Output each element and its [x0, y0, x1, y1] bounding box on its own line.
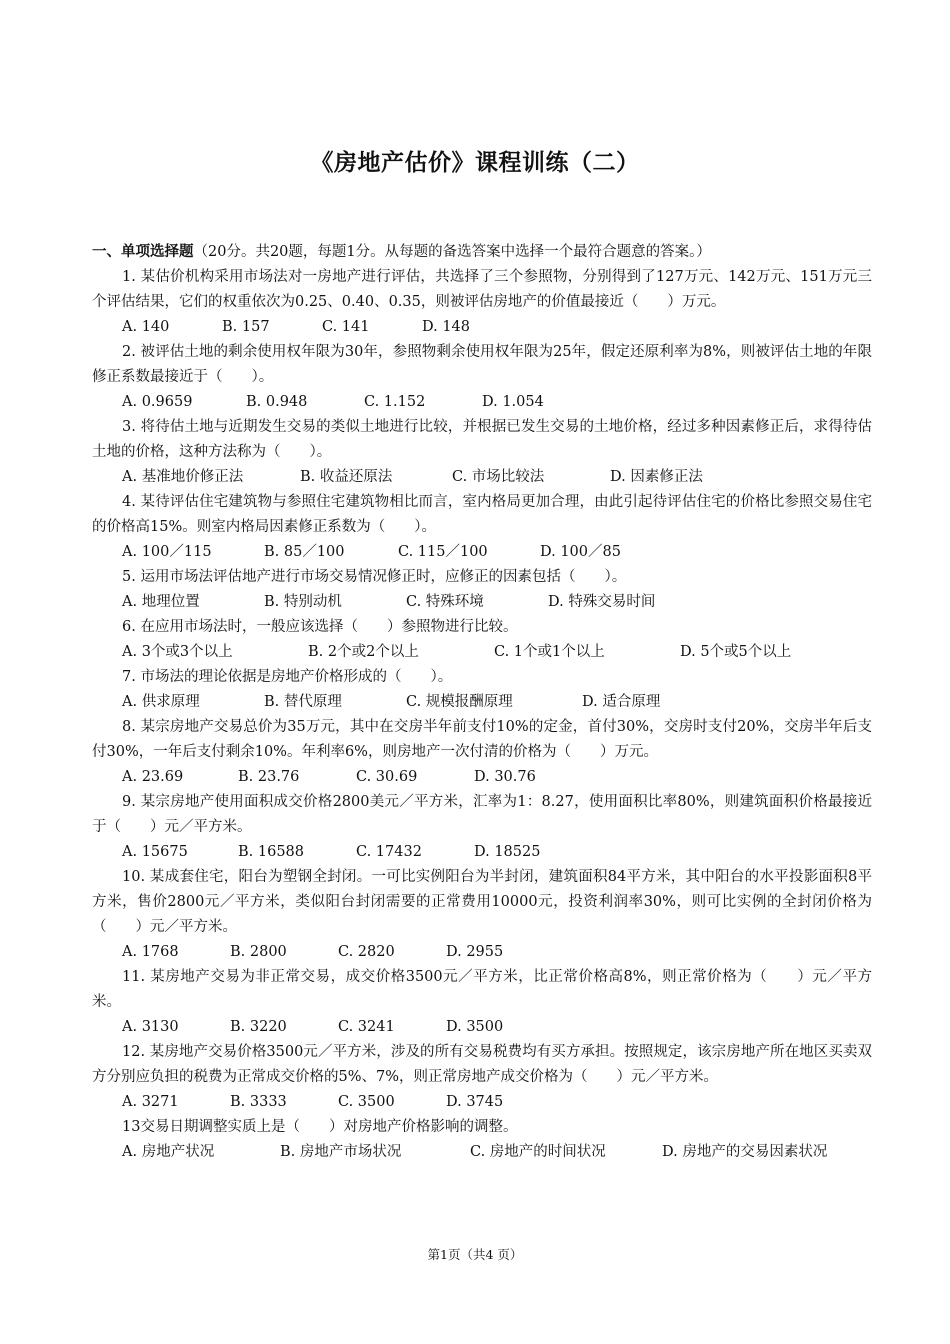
option: D. 房地产的交易因素状况 — [662, 1144, 828, 1160]
question-options — [92, 840, 872, 865]
section-heading — [92, 240, 872, 265]
question-text: 4. 某待评估住宅建筑物与参照住宅建筑物相比而言，室内格局更加合理，由此引起待评估住宅的价格比参照交易住宅的价格高15%。则室内格局因素修正系数为（ ）。 — [92, 494, 872, 535]
option: A. 3130 — [122, 1019, 179, 1035]
question-options — [92, 640, 872, 665]
option: C. 115／100 — [398, 544, 488, 560]
option: D. 2955 — [446, 944, 504, 960]
question-text: 8. 某宗房地产交易总价为35万元，其中在交房半年前支付10%的定金，首付30%，交房时支付20%，交房半年后支付30%，一年后支付剩余10%。年利率6%，则房地产一次付清的价格为（ ）万元。 — [92, 719, 872, 760]
document-title: 《房地产估价》课程训练（二） — [310, 150, 640, 176]
question-options — [92, 940, 872, 965]
option: D. 特殊交易时间 — [548, 594, 656, 610]
option: B. 85／100 — [264, 544, 345, 560]
question-text: 10. 某成套住宅，阳台为塑钢全封闭。一可比实例阳台为半封闭，建筑面积84平方米，其中阳台的水平投影面积8平方米，售价2800元／平方米，类似阳台封闭需要的正常费用10000元，投资利润率30%，则可比实例的全封闭价格为（ ）元／平方米。 — [92, 869, 872, 935]
question-text: 3. 将待估土地与近期发生交易的类似土地进行比较，并根据已发生交易的土地价格，经过多种因素修正后，求得待估土地的价格，这种方法称为（ ）。 — [92, 419, 872, 460]
option: D. 148 — [422, 319, 471, 335]
option: B. 特别动机 — [264, 594, 342, 610]
option: C. 17432 — [356, 844, 422, 860]
section-single-choice — [92, 240, 872, 1165]
option: A. 3个或3个以上 — [122, 644, 233, 660]
option: D. 3745 — [446, 1094, 504, 1110]
option: A. 0.9659 — [122, 394, 193, 410]
option: A. 3271 — [122, 1094, 179, 1110]
option: D. 30.76 — [474, 769, 536, 785]
option: B. 房地产市场状况 — [280, 1144, 402, 1160]
option: A. 房地产状况 — [122, 1144, 215, 1160]
question-text: 6. 在应用市场法时，一般应该选择（ ）参照物进行比较。 — [122, 619, 518, 635]
option: A. 140 — [122, 319, 170, 335]
option: D. 3500 — [446, 1019, 504, 1035]
option: C. 3241 — [338, 1019, 395, 1035]
option: B. 2800 — [230, 944, 287, 960]
option: A. 100／115 — [122, 544, 212, 560]
question-text: 5. 运用市场法评估地产进行市场交易情况修正时，应修正的因素包括（ ）。 — [122, 569, 627, 585]
question-text: 12. 某房地产交易价格3500元／平方米，涉及的所有交易税费均有买方承担。按照规定，该宗房地产所在地区买卖双方分别应负担的税费为正常成交价格的5%、7%，则正常房地产成交价格为（ ）元／平方米。 — [92, 1044, 872, 1085]
option: C. 特殊环境 — [406, 594, 484, 610]
option: B. 23.76 — [238, 769, 300, 785]
option: D. 适合原理 — [582, 694, 661, 710]
question-text: 7. 市场法的理论依据是房地产价格形成的（ ）。 — [122, 669, 453, 685]
option: B. 3333 — [230, 1094, 287, 1110]
option: D. 因素修正法 — [610, 469, 703, 485]
question-text: 2. 被评估土地的剩余使用权年限为30年，参照物剩余使用权年限为25年，假定还原利率为8%，则被评估土地的年限修正系数最接近于（ ）。 — [92, 344, 872, 385]
section-note: （20分。共20题，每题1分。从每题的备选答案中选择一个最符合题意的答案。） — [193, 244, 711, 260]
option: C. 2820 — [338, 944, 395, 960]
question-options — [92, 1140, 872, 1165]
option: A. 地理位置 — [122, 594, 200, 610]
option: C. 141 — [322, 319, 370, 335]
option: B. 2个或2个以上 — [308, 644, 419, 660]
option: B. 收益还原法 — [300, 469, 393, 485]
question-options — [92, 390, 872, 415]
question-text: 13交易日期调整实质上是（ ）对房地产价格影响的调整。 — [122, 1119, 518, 1135]
section-label: 一、单项选择题 — [92, 244, 194, 260]
option: C. 房地产的时间状况 — [470, 1144, 606, 1160]
question-text: 11. 某房地产交易为非正常交易，成交价格3500元／平方米，比正常价格高8%，则正常价格为（ ）元／平方米。 — [92, 969, 872, 1010]
question-options — [92, 540, 872, 565]
option: B. 3220 — [230, 1019, 287, 1035]
option: A. 15675 — [122, 844, 188, 860]
question-options — [92, 1015, 872, 1040]
question-options — [92, 465, 872, 490]
question-options — [92, 1090, 872, 1115]
question-options — [92, 315, 872, 340]
option: A. 1768 — [122, 944, 179, 960]
option: D. 100／85 — [540, 544, 621, 560]
question-text: 1. 某估价机构采用市场法对一房地产进行评估，共选择了三个参照物，分别得到了127万元、142万元、151万元三个评估结果，它们的权重依次为0.25、0.40、0.35，则被评估房地产的价值最接近（ ）万元。 — [92, 269, 872, 310]
question-text: 9. 某宗房地产使用面积成交价格2800美元／平方米，汇率为1：8.27，使用面积比率80%，则建筑面积价格最接近于（ ）元／平方米。 — [92, 794, 872, 835]
question-options — [92, 590, 872, 615]
option: A. 供求原理 — [122, 694, 200, 710]
option: C. 1.152 — [364, 394, 426, 410]
question-options — [92, 765, 872, 790]
option: B. 157 — [222, 319, 270, 335]
option: A. 基准地价修正法 — [122, 469, 244, 485]
option: C. 市场比较法 — [452, 469, 545, 485]
option: C. 1个或1个以上 — [494, 644, 605, 660]
page-footer: 第1页（共4 页） — [427, 1247, 523, 1262]
option: A. 23.69 — [122, 769, 184, 785]
option: B. 16588 — [238, 844, 305, 860]
option: C. 规模报酬原理 — [406, 694, 513, 710]
question-options — [92, 690, 872, 715]
option: B. 0.948 — [246, 394, 308, 410]
option: D. 1.054 — [482, 394, 544, 410]
option: B. 替代原理 — [264, 694, 342, 710]
option: D. 5个或5个以上 — [680, 644, 792, 660]
option: D. 18525 — [474, 844, 541, 860]
option: C. 30.69 — [356, 769, 418, 785]
option: C. 3500 — [338, 1094, 395, 1110]
